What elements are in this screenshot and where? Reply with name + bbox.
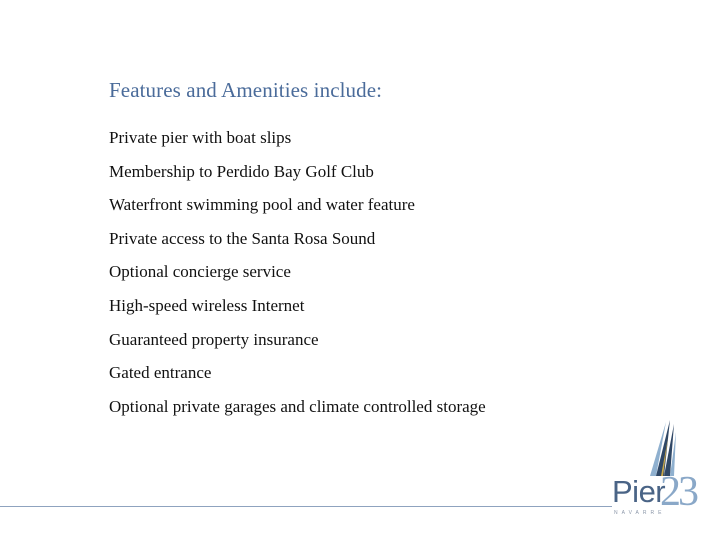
logo-number: 23: [660, 469, 696, 515]
logo-word: Pier: [612, 474, 666, 509]
list-item: High-speed wireless Internet: [109, 295, 305, 315]
list-item: Membership to Perdido Bay Golf Club: [109, 161, 374, 181]
list-item: Private pier with boat slips: [109, 128, 292, 147]
list-item: Optional private garages and climate controlled storage: [109, 396, 486, 416]
list-item: Gated entrance: [109, 363, 212, 383]
list-item: Guaranteed property insurance: [109, 329, 319, 349]
footer-rule: [0, 506, 612, 507]
features-list: [109, 127, 486, 429]
pier23-logo: [606, 418, 710, 522]
list-item: Private access to the Santa Rosa Sound: [109, 228, 376, 248]
slide-heading: Features and Amenities include:: [109, 78, 383, 102]
logo-subtitle: NAVARRE: [614, 510, 666, 516]
list-item: Optional concierge service: [109, 262, 291, 282]
list-item: Waterfront swimming pool and water feature: [109, 195, 415, 215]
